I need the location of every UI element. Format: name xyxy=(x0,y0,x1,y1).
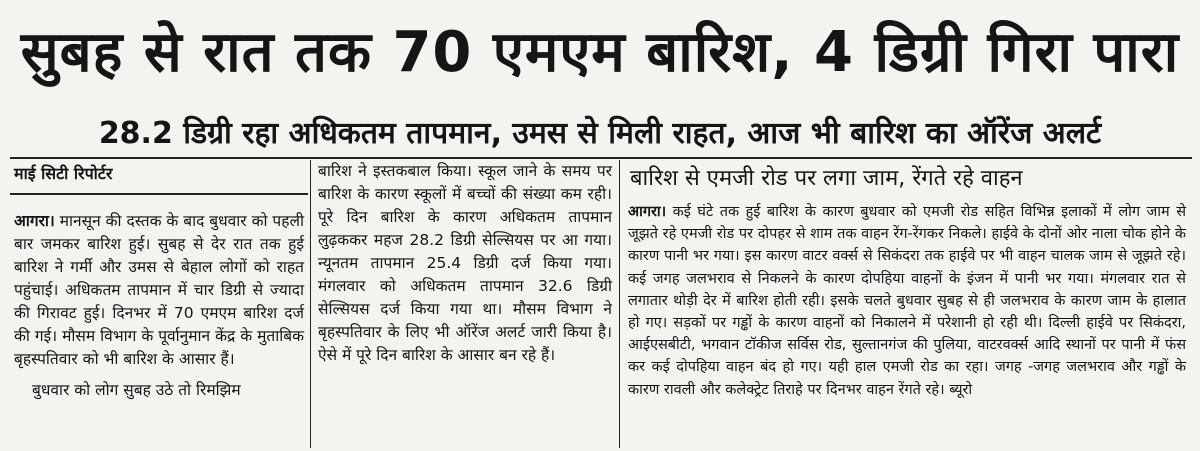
main-story-paragraph-2: बुधवार को लोग सुबह उठे तो रिमझिम xyxy=(32,381,241,399)
side-story-text: कई घंटे तक हुई बारिश के कारण बुधवार को एमजी रोड सहित विभिन्न इलाकों में लोग जाम से जूझते रहे एमजी रोड पर दोपहर से शाम तक वाहन रेंग-रेंगकर निकले। हाईवे के दोनों ओर नाला चोक होने के कारण पानी भर गया। इस कारण वाटर वर्क्स से सिकंदरा तक हाईवे पर भी वाहन चालक जाम से जूझते रहे। कई जगह जलभराव से निकलने के कारण दोपहिया वाहनों के इंजन में पानी भर गया। मंगलवार रात से लगातार थोड़ी देर में बारिश होती रही। इसके चलते बुधवार सुबह से ही जलभराव के कारण जाम के हालात हो गए। सड़कों पर गड्ढों के कारण वाहनों को निकालने में परेशानी हो रही थी। दिल्ली हाईवे पर सिकंदरा, आईएसबीटी, भगवान टॉकीज सर्विस रोड, सुल्तानगंज की पुलिया, वाटरवर्क्स आदि स्थानों पर पानी में फंस कर कई दोपहिया वाहन बंद हो गए। यही हाल एमजी रोड का रहा। जगह -जगह जलभराव और गड्ढों के कारण रावली और कलेक्ट्रेट तिराहे पर दिनभर वाहन रेंगते रहे। ब्यूरो xyxy=(628,204,1186,398)
main-story-column-2 xyxy=(318,160,612,367)
side-story-paragraph xyxy=(628,201,1186,401)
side-story-dateline: आगरा। xyxy=(628,204,667,220)
column-divider-left xyxy=(310,160,311,448)
headline: सुबह से रात तक 70 एमएम बारिश, 4 डिग्री गिरा पारा xyxy=(20,20,1180,85)
main-story-dateline: आगरा। xyxy=(14,212,55,230)
top-divider xyxy=(10,157,1192,159)
column-divider-right xyxy=(619,160,620,448)
main-story-column-1 xyxy=(14,210,304,402)
main-story-continued: बारिश ने इस्तकबाल किया। स्कूल जाने के समय पर बारिश के कारण स्कूलों में बच्चों की संख्या कम रही। पूरे दिन बारिश के कारण अधिकतम तापमान लुढ़ककर महज 28.2 डिग्री सेल्सियस पर आ गया। न्यूनतम तापमान 25.4 डिग्री दर्ज किया गया। मंगलवार को अधिकतम तापमान 32.6 डिग्री सेल्सियस दर्ज किया गया था। मौसम विभाग ने बृहस्पतिवार के लिए भी ऑरेंज अलर्ट जारी किया है। ऐसे में पूरे दिन बारिश के आसार बन रहे हैं। xyxy=(318,162,612,364)
main-story-paragraph-1 xyxy=(14,210,304,371)
main-story-text-1: मानसून की दस्तक के बाद बुधवार को पहली बार जमकर बारिश हुई। सुबह से देर रात तक हुई बारिश ने गर्मी और उमस से बेहाल लोगों को राहत पहुंचाई। अधिकतम तापमान में चार डिग्री से ज्यादा की गिरावट हुई। दिनभर में 70 एमएम बारिश दर्ज की गई। मौसम विभाग के पूर्वानुमान केंद्र के मुताबिक बृहस्पतिवार को भी बारिश के आसार हैं। xyxy=(14,212,304,368)
side-story-body xyxy=(628,201,1186,401)
side-story-headline: बारिश से एमजी रोड पर लगा जाम, रेंगते रहे वाहन xyxy=(630,166,1023,191)
byline: माई सिटी रिपोर्टर xyxy=(14,164,113,183)
byline-underline xyxy=(10,193,308,195)
subheadline: 28.2 डिग्री रहा अधिकतम तापमान, उमस से मिली राहत, आज भी बारिश का ऑरेंज अलर्ट xyxy=(98,116,1102,151)
